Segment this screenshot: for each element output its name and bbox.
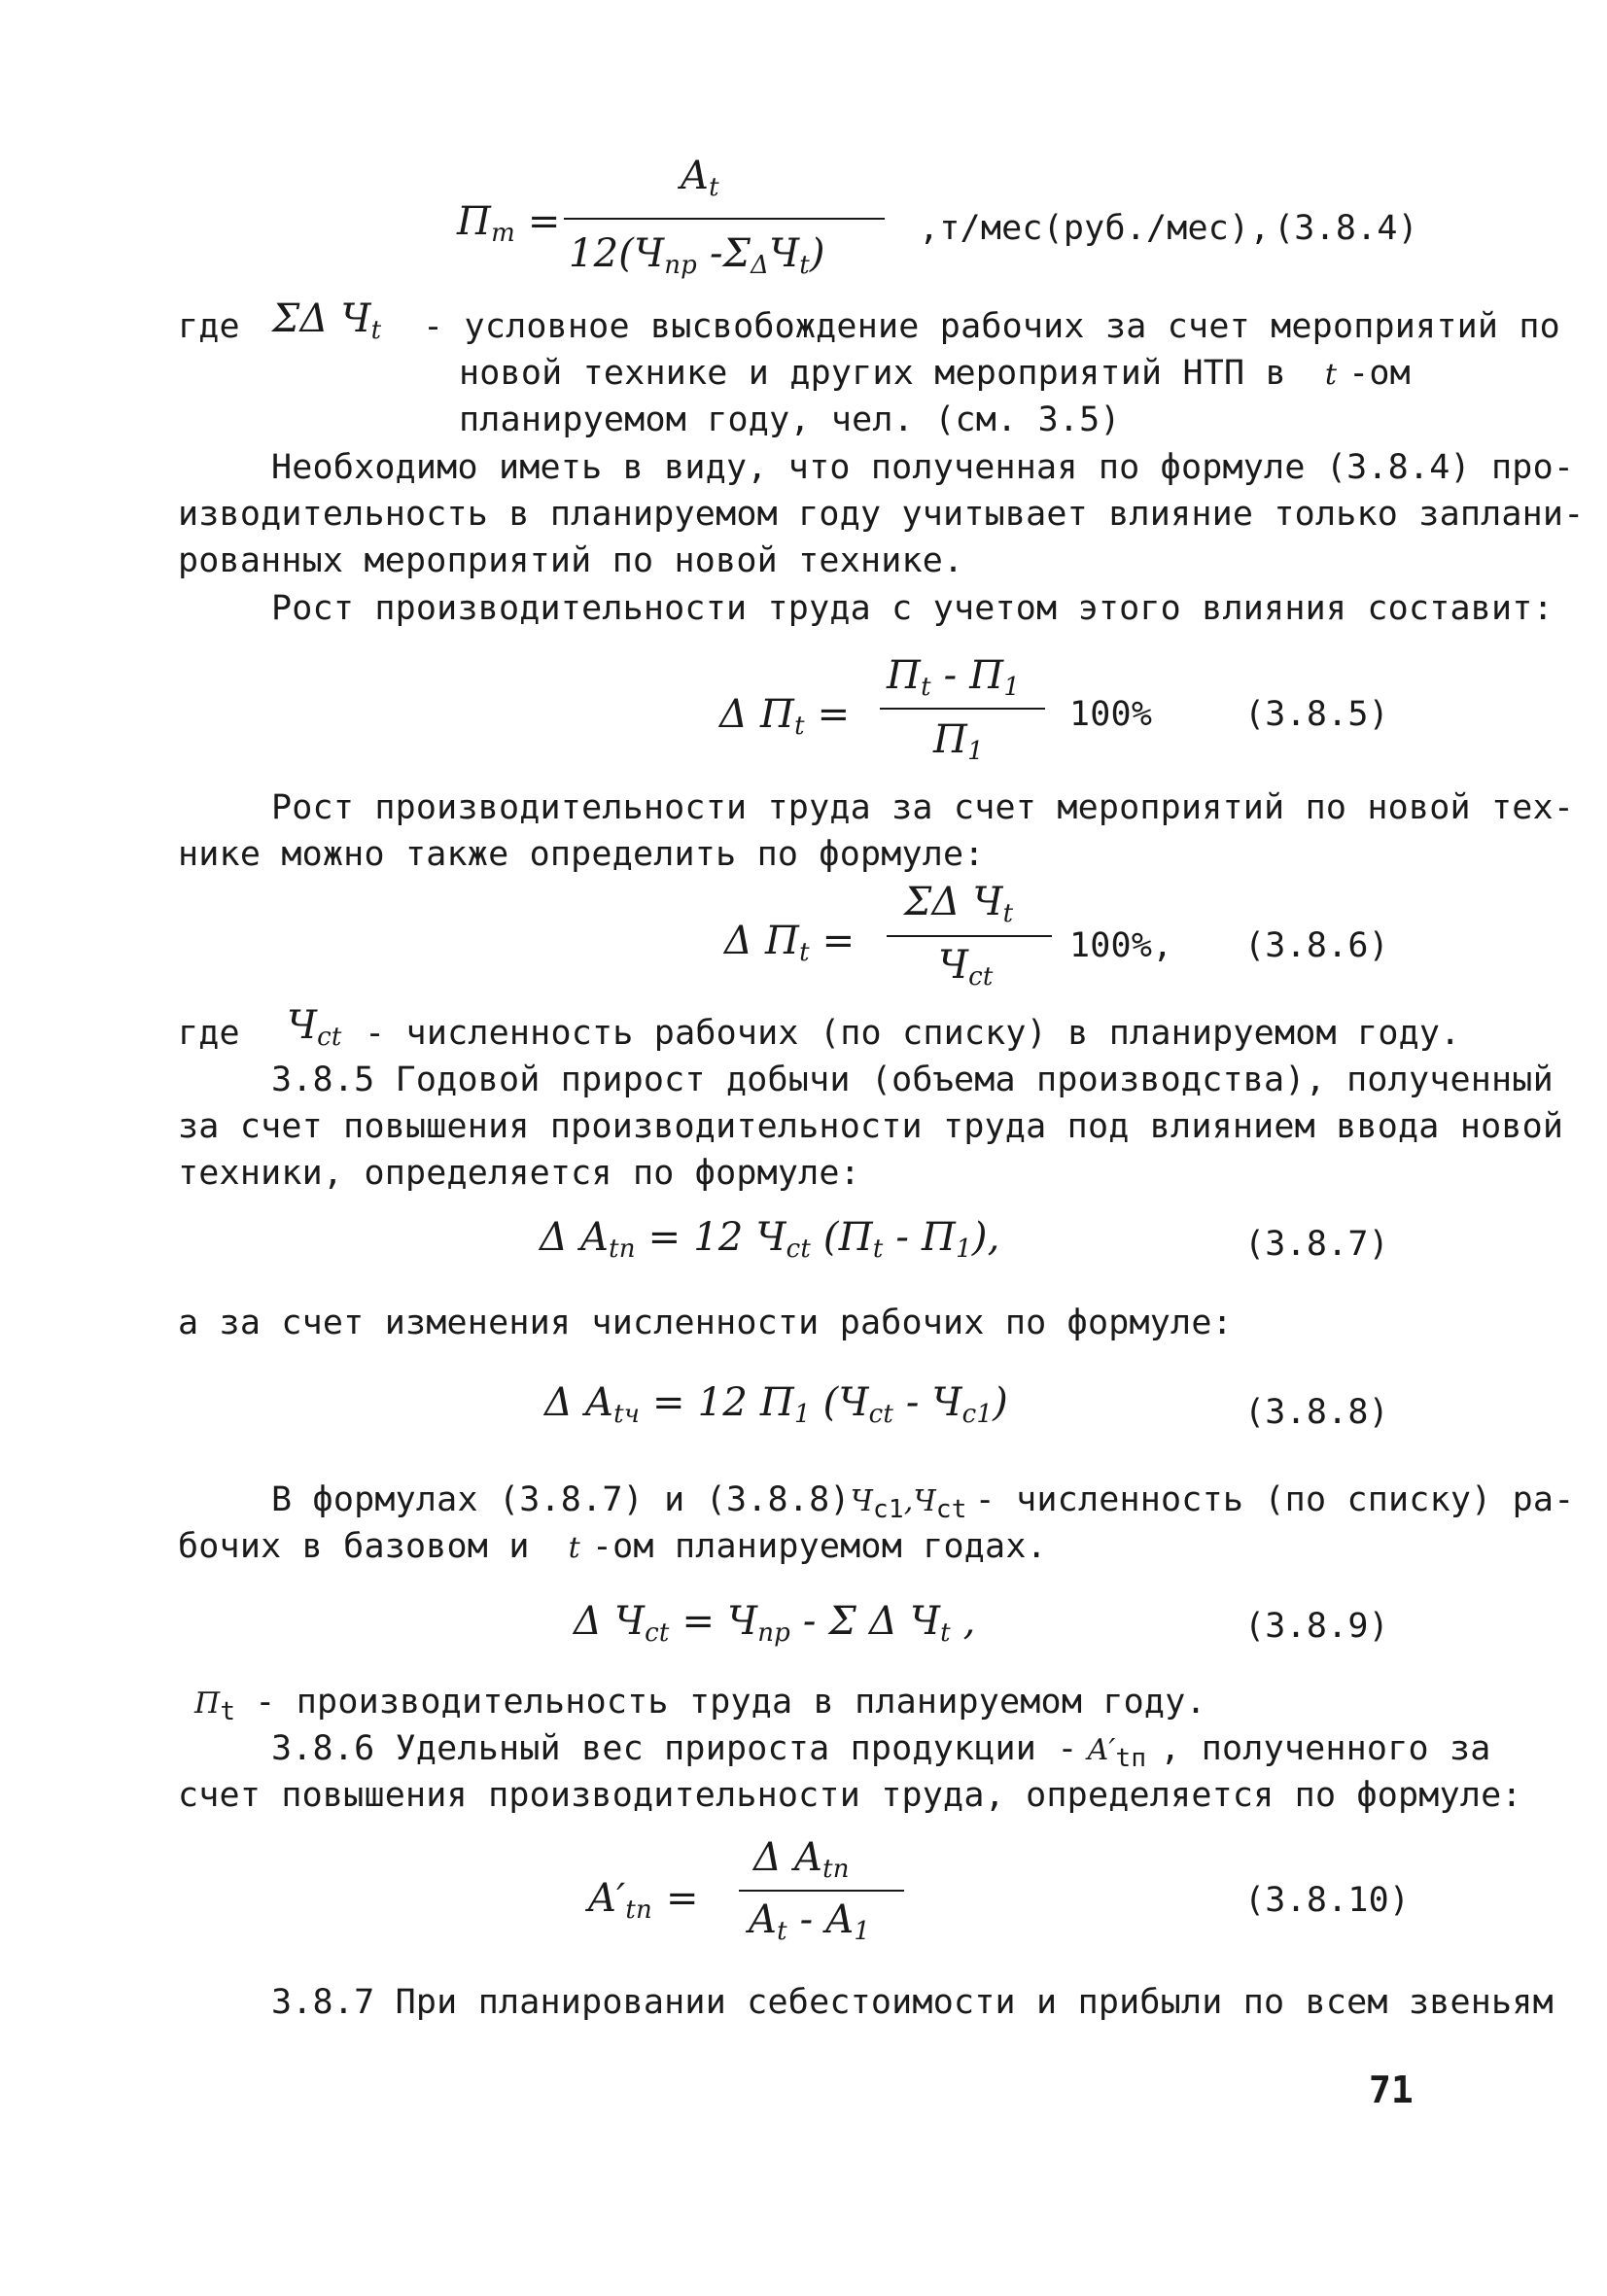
text-line: счет повышения производительности труда, определяется по формуле: — [178, 1776, 1522, 1815]
where-label: где — [178, 307, 240, 346]
formula-denominator: $П_1$ — [933, 717, 984, 766]
text-line: Рост производительности труда за счет мероприятий по новой тех- — [271, 788, 1575, 827]
text-line: бочих в базовом и t -ом планируемом годах. — [178, 1527, 1047, 1566]
text-line: 3.8.5 Годовой прирост добычи (объема производства), полученный — [271, 1061, 1554, 1099]
fraction-bar — [564, 218, 885, 220]
fraction-bar — [887, 935, 1052, 937]
text-line: В формулах (3.8.7) и $(3.8.8)Ч_{c1},Ч_{ct}$ - численность (по списку) ра- — [271, 1480, 1575, 1524]
text-line: Необходимо иметь в виду, что полученная по формуле (3.8.4) про- — [271, 448, 1575, 487]
formula-expression: Δ $Ч_{ct} = Ч_{пр} - \Sigma$ Δ $Ч_t$ , — [574, 1599, 976, 1648]
formula-denominator: $Ч_{ct}$ — [938, 943, 994, 991]
fraction-bar — [880, 708, 1045, 710]
text-line: за счет повышения производительности труда под влиянием ввода новой — [178, 1107, 1564, 1146]
formula-number: (3.8.9) — [1244, 1607, 1389, 1646]
fraction-bar — [739, 1890, 904, 1892]
formula-factor: 100% — [1069, 695, 1153, 734]
formula-denominator: $12(Ч_{пр}$ $-\Sigma_\Delta Ч_t$) — [569, 231, 825, 280]
formula-denominator: $A_t - A_1$ — [749, 1897, 871, 1946]
where-line-2: новой технике и других мероприятий НТП в t -ом — [459, 354, 1411, 393]
formula-number: (3.8.6) — [1244, 926, 1389, 965]
formula-numerator: $A_t$ — [681, 154, 719, 202]
formula-numerator: $П_t - П_1$ — [887, 653, 1021, 702]
paragraph-9: 3.8.7 При планировании себестоимости и прибыли по всем звеньям — [271, 1983, 1554, 2022]
where-line-3: планируемом году, чел. (см. 3.5) — [459, 400, 1121, 439]
formula-number: (3.8.8) — [1244, 1393, 1389, 1432]
formula-numerator: ΣΔ $Ч_t$ — [904, 880, 1014, 928]
where-symbol: ΣΔ $Ч_t$ — [272, 296, 382, 345]
formula-number: (3.8.10) — [1244, 1881, 1411, 1920]
page-number: 71 — [1369, 2069, 1414, 2111]
text-line: изводительность в планируемом году учитывает влияние только заплани- — [178, 495, 1585, 534]
formula-unit: ,т/мес(руб./мес), — [919, 209, 1271, 248]
text-line: рованных мероприятий по новой технике. — [178, 541, 964, 580]
text-line: нике можно также определить по формуле: — [178, 835, 985, 874]
formula-lhs: $П_т$ = — [457, 199, 561, 248]
formula-number: (3.8.5) — [1244, 695, 1389, 734]
where-text: - численность рабочих (по списку) в планируемом году. — [365, 1014, 1461, 1053]
formula-factor: 100%, — [1069, 926, 1173, 965]
paragraph-5: а за счет изменения численности рабочих по формуле: — [178, 1304, 1233, 1342]
formula-expression: Δ $A_{tп} = 12$ $Ч_{ct}$ $(П_t - П_1)$, — [540, 1215, 1000, 1264]
paragraph-2: Рост производительности труда с учетом этого влияния составит: — [271, 589, 1554, 628]
formula-expression: Δ $A_{tч} = 12$ $П_1$ $(Ч_{ct} - Ч_{c1})$ — [544, 1380, 1008, 1429]
text-line: 3.8.6 Удельный вес прироста продукции - $A'_{tп}$ , полученного за — [271, 1729, 1491, 1773]
where-symbol: $Ч_{ct}$ — [287, 1003, 342, 1052]
where-line-1: - условное высвобождение рабочих за счет мероприятий по — [423, 307, 1560, 346]
where-label: где — [178, 1014, 240, 1053]
formula-number: (3.8.4) — [1274, 209, 1418, 248]
formula-lhs: Δ $П_t$ = — [719, 692, 851, 741]
formula-numerator: Δ $A_{tп}$ — [753, 1835, 850, 1884]
formula-lhs: $A'_{tп}$ = — [588, 1876, 699, 1925]
formula-number: (3.8.7) — [1244, 1225, 1389, 1264]
text-line: техники, определяется по формуле: — [178, 1154, 860, 1193]
formula-lhs: Δ $П_t$ = — [724, 919, 856, 967]
paragraph-7: $П_t$ - производительность труда в планируемом году. — [194, 1683, 1206, 1726]
